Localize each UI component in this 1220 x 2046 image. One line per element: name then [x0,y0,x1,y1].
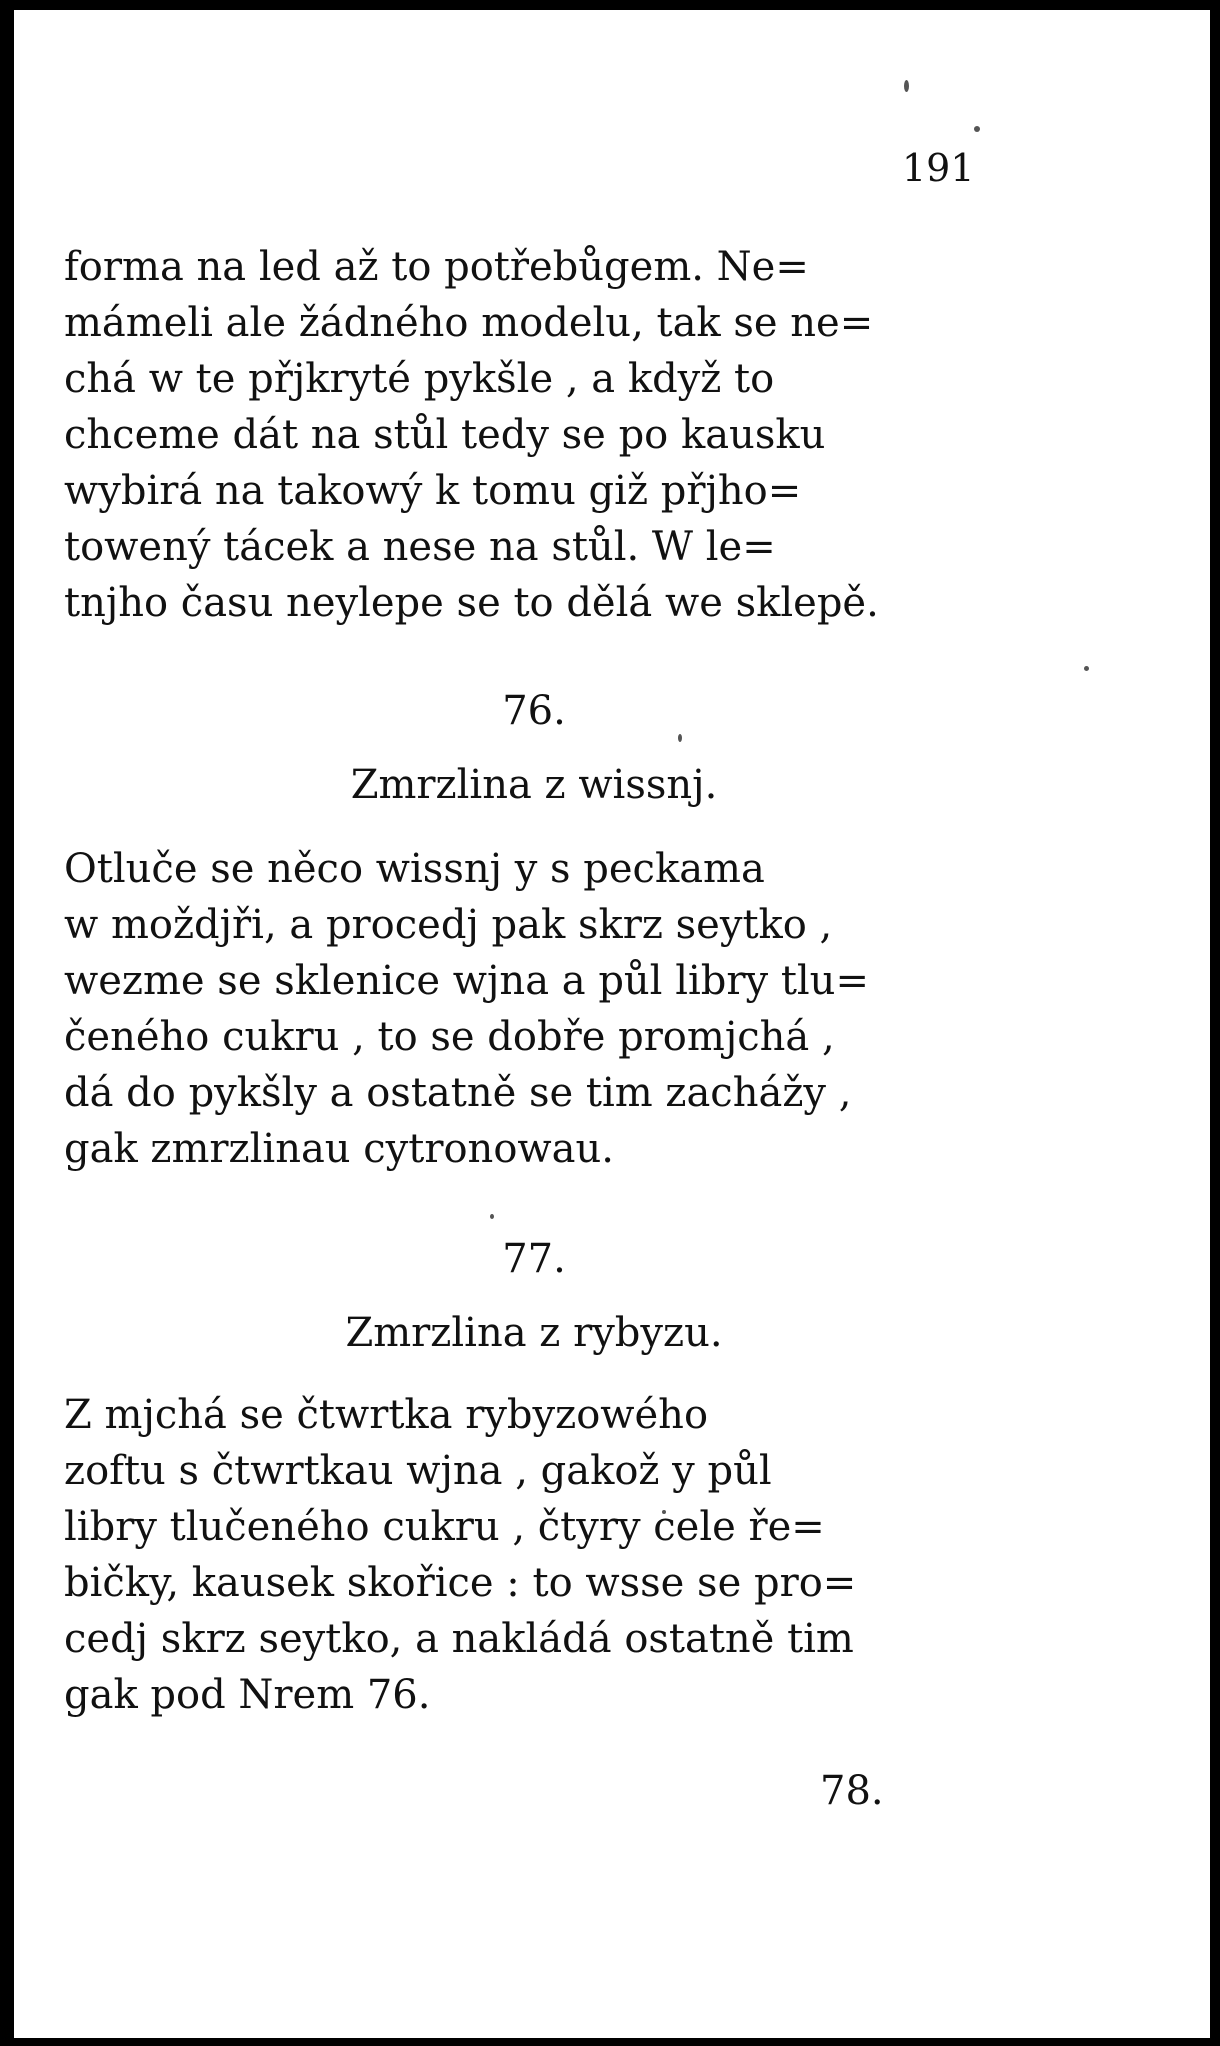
text-line: chá w te přjkryté pykšle , a když to [64,356,775,402]
text-line: wezme se sklenice wjna a půl libry tlu= [64,958,869,1004]
text-line: gak zmrzlinau cytronowau. [64,1126,614,1172]
text-line: wybirá na takowý k tomu giž přjho= [64,468,802,514]
text-line: dá do pykšly a ostatně se tim zachážy , [64,1070,852,1116]
page-number: 191 [902,146,975,190]
text-line: forma na led až to potřebůgem. Ne= [64,244,809,290]
recipe-title: Zmrzlina z wissnj. [350,762,718,808]
text-line: cedj skrz seytko, a nakládá ostatně tim [64,1616,854,1662]
text-line: tnjho času neylepe se to dělá we sklepě. [64,580,879,626]
recipe-number: 76. [502,688,566,734]
text-line: čeného cukru , to se dobře promjchá , [64,1014,835,1060]
text-line: towený tácek a nese na stůl. W le= [64,524,776,570]
ink-speck [490,1214,494,1219]
text-line: Z mjchá se čtwrtka rybyzowého [64,1392,709,1438]
ink-speck [974,126,980,132]
recipe-number: 77. [502,1236,566,1282]
text-line: chceme dát na stůl tedy se po kausku [64,412,826,458]
ink-speck [1084,666,1089,671]
text-line: w moždjři, a procedj pak skrz seytko , [64,902,833,948]
text-line: libry tlučeného cukru , čtyry cele ře= [64,1504,825,1550]
ink-speck [678,734,682,742]
text-line: mámeli ale žádného modelu, tak se ne= [64,300,874,346]
text-line: gak pod Nrem 76. [64,1672,431,1718]
left-scan-edge [0,0,14,2046]
catchword: 78. [820,1768,884,1814]
text-line: bičky, kausek skořice : to wsse se pro= [64,1560,857,1606]
ink-speck [904,80,909,92]
text-line: Otluče se něco wissnj y s peckama [64,846,765,892]
recipe-title: Zmrzlina z rybyzu. [345,1310,723,1356]
text-line: zoftu s čtwrtkau wjna , gakož y půl [64,1448,772,1494]
